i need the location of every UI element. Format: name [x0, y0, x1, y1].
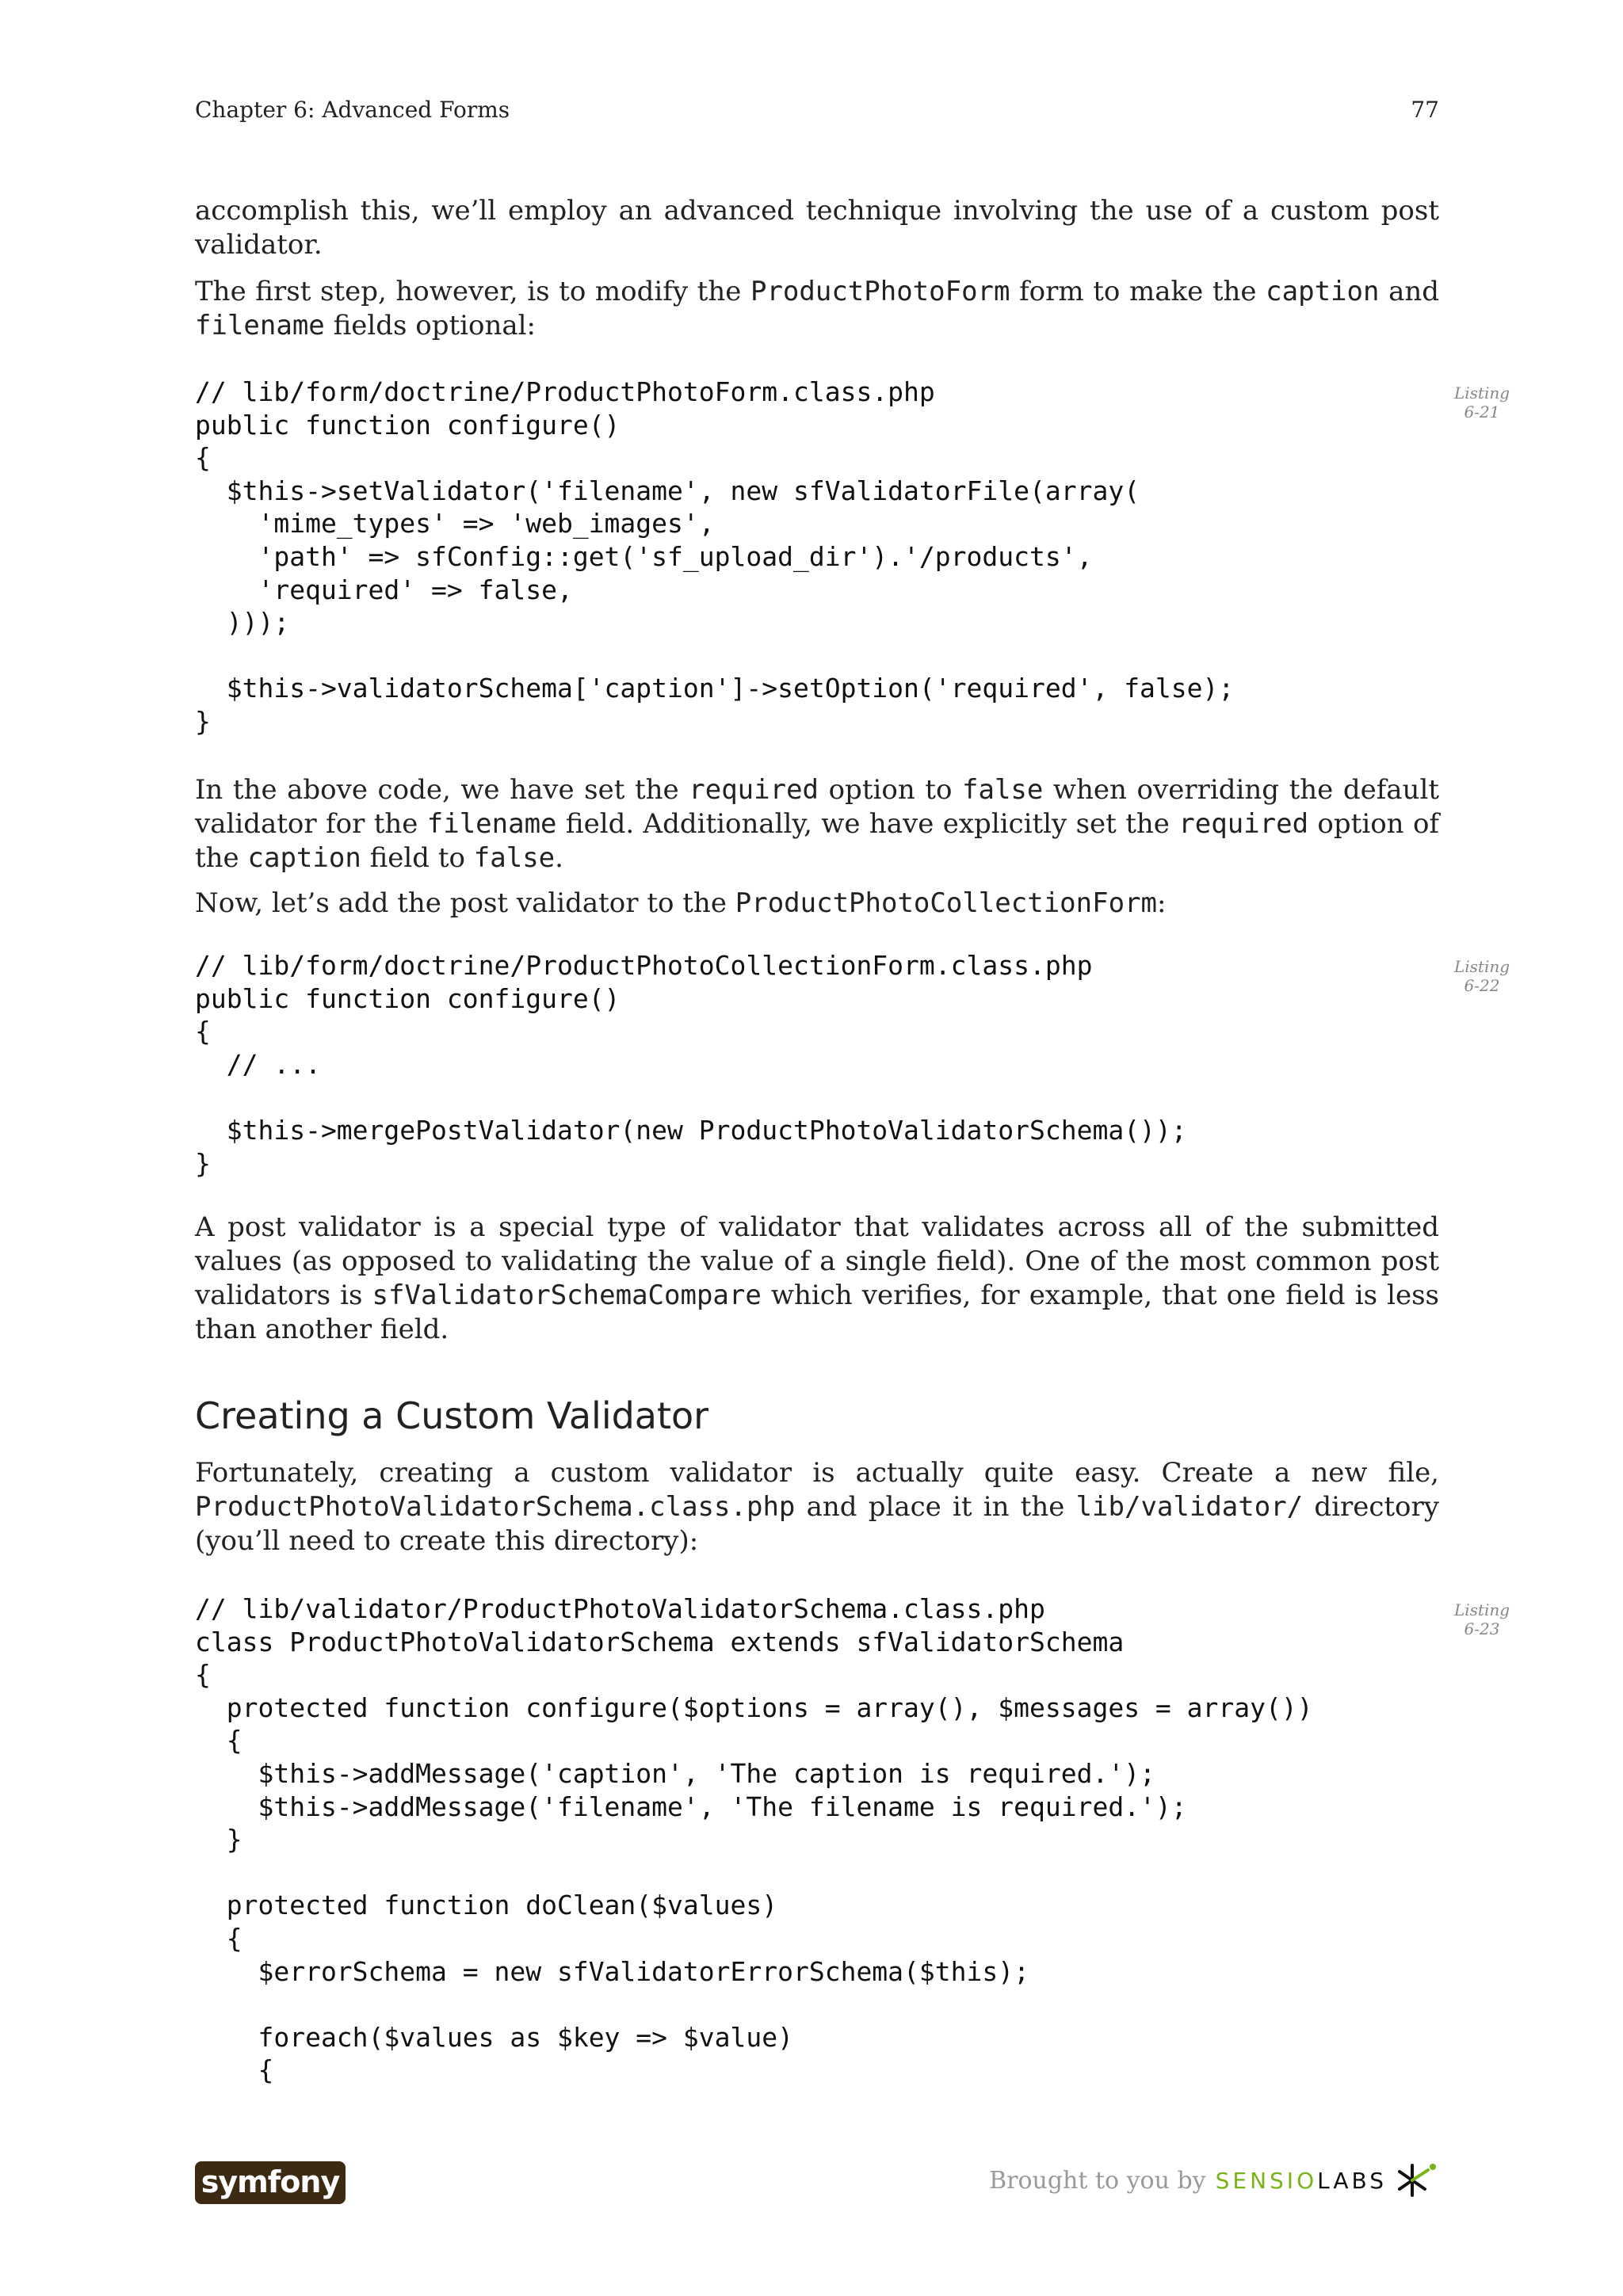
- inline-code: ProductPhotoValidatorSchema.class.php: [195, 1491, 796, 1523]
- text-run: The first step, however, is to modify the: [195, 276, 750, 307]
- text-run: .: [555, 842, 563, 874]
- inline-code: false: [473, 842, 556, 874]
- section-heading: Creating a Custom Validator: [195, 1394, 709, 1437]
- brand-part: LABS: [1317, 2167, 1387, 2194]
- chapter-title: Chapter 6: Advanced Forms: [195, 97, 510, 123]
- inline-code: required: [1178, 808, 1309, 840]
- text-run: when overriding the default validator for the: [195, 774, 1439, 840]
- text-run: and place it in the: [795, 1491, 1076, 1523]
- inline-code: ProductPhotoCollectionForm: [735, 887, 1157, 919]
- code-block-listing-6-23: // lib/validator/ProductPhotoValidatorSchema.class.php class ProductPhotoValidatorSchema extends sfValidatorSchema { protected function configure($options = array(), $messages = array()) { $this->addMessage('caption', 'The caption is required.'); $this->addMessage('filename', 'The filename is required.'); } protected function doClean($values) { $errorSchema = new sfValidatorErrorSchema($this); foreach($values as $key => $value) {: [195, 1593, 1313, 2086]
- sensiolabs-wordmark: [1216, 2168, 1387, 2194]
- listing-number: 6-23: [1464, 1619, 1500, 1638]
- inline-code: required: [689, 774, 819, 806]
- symfony-logo: symfony: [195, 2161, 346, 2204]
- code-block-listing-6-22: // lib/form/doctrine/ProductPhotoCollectionForm.class.php public function configure() { // ... $this->mergePostValidator(new ProductPhotoValidatorSchema()); }: [195, 950, 1187, 1179]
- text-run: fields optional:: [324, 310, 537, 341]
- code-block-listing-6-21: // lib/form/doctrine/ProductPhotoForm.class.php public function configure() { $this->setValidator('filename', new sfValidatorFile(array( 'mime_types' => 'web_images', 'path' => sfConfig::get('sf_upload_dir').'/products', 'required' => false, ))); $this->validatorSchema['caption']->setOption('required', false); }: [195, 376, 1235, 737]
- listing-label: Listing: [1453, 1600, 1510, 1619]
- footer-credit: [989, 2157, 1439, 2204]
- inline-code: caption: [247, 842, 361, 874]
- sensiolabs-icon: [1395, 2161, 1439, 2200]
- listing-label-6-22: [1434, 957, 1529, 995]
- inline-code: sfValidatorSchemaCompare: [372, 1280, 762, 1311]
- paragraph-explanation: [195, 773, 1439, 875]
- inline-code: caption: [1266, 276, 1380, 307]
- inline-code: false: [962, 774, 1044, 806]
- text-run: Fortunately, creating a custom validator is actually quite easy. Create a new file,: [195, 1457, 1439, 1489]
- text-run: field to: [361, 842, 474, 874]
- listing-number: 6-22: [1464, 976, 1500, 995]
- inline-code: filename: [195, 310, 325, 341]
- text-run: which verifies, for example, that one field is less than another field.: [195, 1280, 1439, 1345]
- brought-by-text: Brought to you by: [989, 2166, 1206, 2195]
- listing-number: 6-21: [1464, 402, 1500, 421]
- page-number: 77: [1411, 97, 1439, 123]
- text-run: option of the: [195, 808, 1439, 874]
- text-run: option to: [819, 774, 962, 806]
- paragraph-first-step: [195, 275, 1439, 343]
- paragraph-create-validator: [195, 1456, 1439, 1558]
- listing-label: Listing: [1453, 957, 1510, 976]
- paragraph-post-validator-info: [195, 1211, 1439, 1347]
- text-run: A post validator is a special type of validator that validates across all of the submitted values (as opposed to validating the value of a single field). One of the most common post validators is: [195, 1211, 1439, 1311]
- listing-label-6-21: [1434, 383, 1529, 421]
- text-run: form to make the: [1010, 276, 1266, 307]
- listing-label: Listing: [1453, 383, 1510, 402]
- text-run: :: [1156, 887, 1167, 919]
- page-header: [195, 97, 1439, 123]
- inline-code: lib/validator/: [1075, 1491, 1304, 1523]
- inline-code: filename: [426, 808, 557, 840]
- inline-code: ProductPhotoForm: [750, 276, 1010, 307]
- paragraph-intro: accomplish this, we’ll employ an advanced technique involving the use of a custom post validator.: [195, 195, 1439, 261]
- brand-part: SENSIO: [1215, 2167, 1318, 2194]
- paragraph-add-post-validator: [195, 887, 1439, 921]
- listing-label-6-23: [1434, 1600, 1529, 1638]
- text-run: Now, let’s add the post validator to the: [195, 887, 735, 919]
- text-run: In the above code, we have set the: [195, 774, 689, 806]
- text-run: and: [1379, 276, 1439, 307]
- text-run: directory (you’ll need to create this directory):: [195, 1491, 1439, 1557]
- text-run: field. Additionally, we have explicitly set the: [556, 808, 1179, 840]
